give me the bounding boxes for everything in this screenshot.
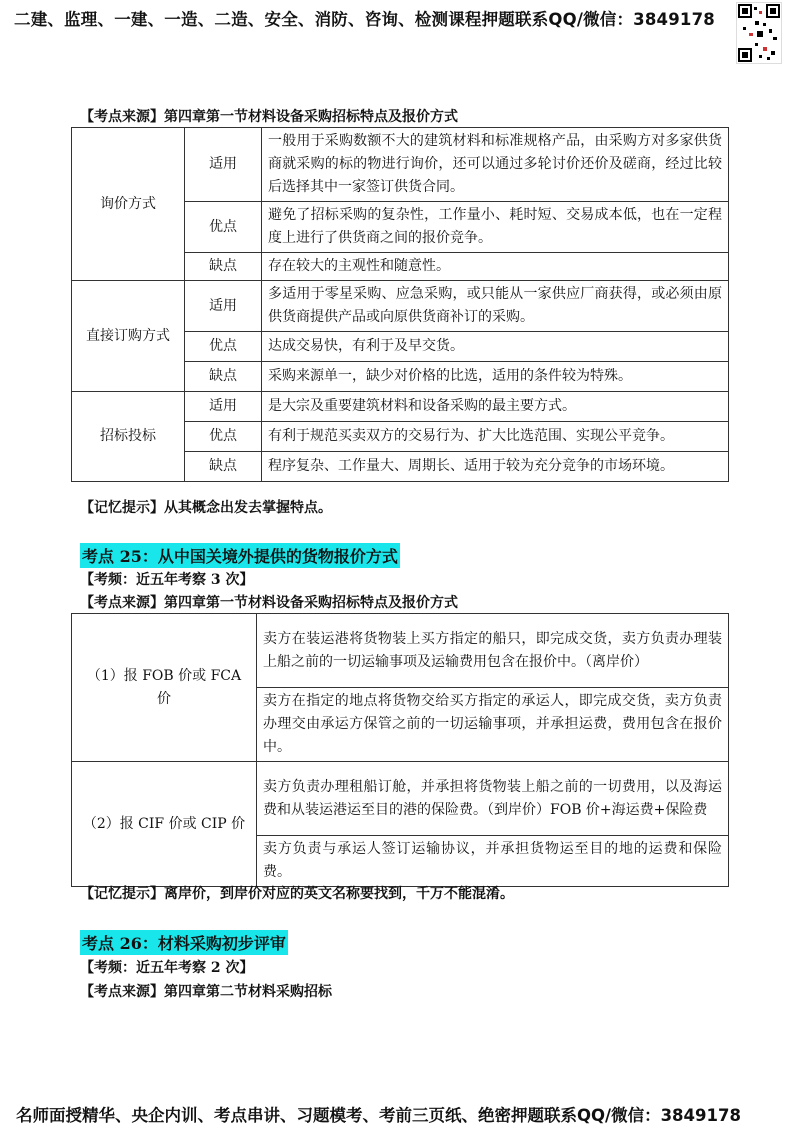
section26-source: 【考点来源】第四章第二节材料采购招标 bbox=[80, 984, 332, 1000]
header-contact-line: 二建、监理、一建、一造、二造、安全、消防、咨询、检测课程押题联系QQ/微信：3849178 bbox=[14, 10, 715, 29]
section26-heading: 考点 26：材料采购初步评审 bbox=[80, 930, 288, 955]
method-description: 多适用于零星采购、应急采购，或只能从一家供应厂商获得，或必须由原供货商提供产品或向原供货商补订的采购。 bbox=[262, 281, 729, 332]
method-attribute: 优点 bbox=[185, 422, 262, 452]
block1-tip: 【记忆提示】从其概念出发去掌握特点。 bbox=[80, 500, 332, 516]
method-description: 存在较大的主观性和随意性。 bbox=[262, 253, 729, 281]
section25-heading: 考点 25：从中国关境外提供的货物报价方式 bbox=[80, 543, 400, 568]
method-description: 达成交易快，有利于及早交货。 bbox=[262, 332, 729, 362]
table-row bbox=[72, 762, 729, 836]
table-row bbox=[72, 281, 729, 332]
method-description: 程序复杂、工作量大、周期长、适用于较为充分竞争的市场环境。 bbox=[262, 452, 729, 482]
section25-frequency: 【考频：近五年考察 3 次】 bbox=[80, 572, 254, 588]
section26-frequency: 【考频：近五年考察 2 次】 bbox=[80, 960, 254, 976]
quote-method-label: （1）报 FOB 价或 FCA 价 bbox=[72, 614, 257, 762]
method-attribute: 优点 bbox=[185, 332, 262, 362]
method-attribute: 适用 bbox=[185, 281, 262, 332]
qr-code-image bbox=[736, 2, 782, 64]
quote-method-description: 卖方负责办理租船订舱，并承担将货物装上船之前的一切费用，以及海运费和从装运港运至目的港的保险费。（到岸价）FOB 价+海运费+保险费 bbox=[257, 762, 729, 836]
table-row bbox=[72, 614, 729, 688]
method-description: 一般用于采购数额不大的建筑材料和标准规格产品，由采购方对多家供货商就采购的标的物进行询价，还可以通过多轮讨价还价及磋商，经过比较后选择其中一家签订供货合同。 bbox=[262, 128, 729, 202]
quotation-methods-table bbox=[71, 613, 729, 887]
method-attribute: 适用 bbox=[185, 128, 262, 202]
method-attribute: 适用 bbox=[185, 392, 262, 422]
method-description: 避免了招标采购的复杂性，工作量小、耗时短、交易成本低，也在一定程度上进行了供货商之间的报价竞争。 bbox=[262, 202, 729, 253]
quote-method-description: 卖方负责与承运人签订运输协议，并承担货物运至目的地的运费和保险费。 bbox=[257, 836, 729, 887]
method-attribute: 缺点 bbox=[185, 452, 262, 482]
method-category: 招标投标 bbox=[72, 392, 185, 482]
footer-contact-line: 名师面授精华、央企内训、考点串讲、习题模考、考前三页纸、绝密押题联系QQ/微信：3849178 bbox=[16, 1106, 741, 1125]
method-attribute: 缺点 bbox=[185, 253, 262, 281]
section25-tip: 【记忆提示】离岸价，到岸价对应的英文名称要找到，千万不能混淆。 bbox=[80, 886, 514, 902]
method-description: 有利于规范买卖双方的交易行为、扩大比选范围、实现公平竞争。 bbox=[262, 422, 729, 452]
method-attribute: 缺点 bbox=[185, 362, 262, 392]
method-description: 是大宗及重要建筑材料和设备采购的最主要方式。 bbox=[262, 392, 729, 422]
section25-source: 【考点来源】第四章第一节材料设备采购招标特点及报价方式 bbox=[80, 595, 458, 611]
quote-method-label: （2）报 CIF 价或 CIP 价 bbox=[72, 762, 257, 887]
purchase-methods-table bbox=[71, 127, 729, 482]
table-row bbox=[72, 392, 729, 422]
method-category: 直接订购方式 bbox=[72, 281, 185, 392]
table-row bbox=[72, 128, 729, 202]
method-description: 采购来源单一，缺少对价格的比选，适用的条件较为特殊。 bbox=[262, 362, 729, 392]
quote-method-description: 卖方在指定的地点将货物交给买方指定的承运人，即完成交货，卖方负责办理交由承运方保管之前的一切运输事项，并承担运费，费用包含在报价中。 bbox=[257, 688, 729, 762]
block1-source: 【考点来源】第四章第一节材料设备采购招标特点及报价方式 bbox=[80, 109, 458, 125]
quote-method-description: 卖方在装运港将货物装上买方指定的船只，即完成交货，卖方负责办理装上船之前的一切运输事项及运输费用包含在报价中。（离岸价） bbox=[257, 614, 729, 688]
method-attribute: 优点 bbox=[185, 202, 262, 253]
method-category: 询价方式 bbox=[72, 128, 185, 281]
